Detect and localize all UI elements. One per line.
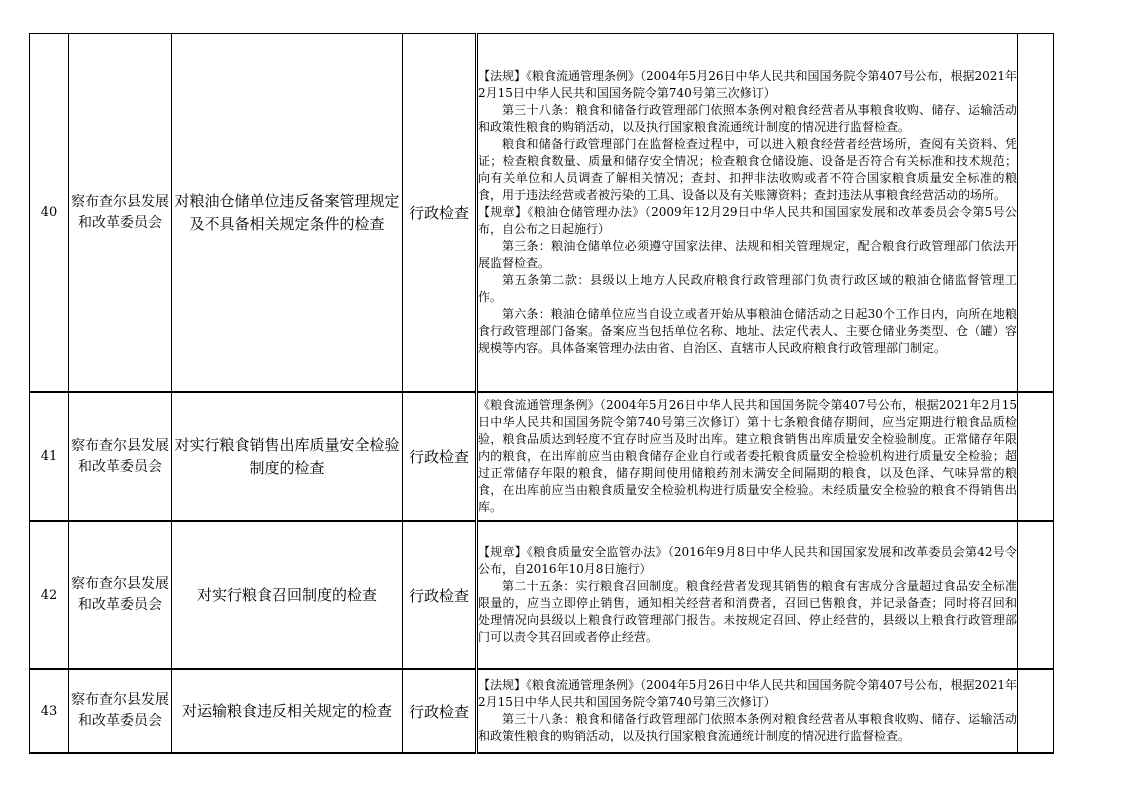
legal-basis-text [478, 393, 1017, 520]
table-row [30, 521, 1054, 669]
inspection-item: 对实行粮食召回制度的检查 [172, 521, 403, 669]
legal-basis [477, 669, 1018, 753]
table-row [30, 34, 1054, 393]
action-type: 行政检查 [403, 34, 477, 393]
action-type: 行政检查 [403, 521, 477, 669]
table-row [30, 669, 1054, 753]
action-type: 行政检查 [403, 392, 477, 521]
basis-paragraph: 第三条：粮油仓储单位必须遵守国家法律、法规和相关管理规定，配合粮食行政管理部门依法开展监督检查。 [478, 239, 1017, 270]
row-number: 42 [30, 521, 69, 669]
inspection-item: 对实行粮食销售出库质量安全检验制度的检查 [172, 392, 403, 521]
department-name: 察布查尔县发展和改革委员会 [69, 669, 172, 753]
row-number: 43 [30, 669, 69, 753]
legal-basis [477, 34, 1018, 393]
basis-paragraph: 粮食和储备行政管理部门在监督检查过程中，可以进入粮食经营者经营场所，查阅有关资料、凭证；检查粮食数量、质量和储存安全情况；检查粮食仓储设施、设备是否符合有关标准和技术规范；向有关单位和人员调查了解相关情况；查封、扣押非法收购或者不符合国家粮食质量安全标准的粮食，用于违法经营或者被污染的工具、设备以及有关账簿资料；查封违法从事粮食经营活动的场所。 [478, 137, 1017, 202]
legal-basis-text [478, 522, 1017, 668]
action-type: 行政检查 [403, 669, 477, 753]
basis-paragraph: 第五条第二款：县级以上地方人民政府粮食行政管理部门负责行政区域的粮油仓储监督管理工作。 [478, 273, 1017, 304]
basis-paragraph: 第三十八条：粮食和储备行政管理部门依照本条例对粮食经营者从事粮食收购、储存、运输活动和政策性粮食的购销活动，以及执行国家粮食流通统计制度的情况进行监督检查。 [478, 712, 1017, 743]
department-name: 察布查尔县发展和改革委员会 [69, 392, 172, 521]
basis-paragraph: 第六条：粮油仓储单位应当自设立或者开始从事粮油仓储活动之日起30个工作日内，向所在地粮食行政管理部门备案。备案应当包括单位名称、地址、法定代表人、主要仓储业务类型、仓（罐）容规模等内容。具体备案管理办法由省、自治区、直辖市人民政府粮食行政管理部门制定。 [478, 307, 1017, 355]
legal-basis-text [478, 34, 1017, 391]
department-name: 察布查尔县发展和改革委员会 [69, 34, 172, 393]
remarks-cell [1018, 521, 1054, 669]
basis-paragraph: 【法规】《粮食流通管理条例》（2004年5月26日中华人民共和国国务院令第407号公布，根据2021年2月15日中华人民共和国国务院令第740号第三次修订） [478, 678, 1017, 709]
remarks-cell [1018, 392, 1054, 521]
basis-paragraph: 【规章】《粮油仓储管理办法》（2009年12月29日中华人民共和国国家发展和改革委员会令第5号公布，自公布之日起施行） [478, 205, 1017, 236]
row-number: 40 [30, 34, 69, 393]
legal-basis [477, 521, 1018, 669]
legal-basis-text [478, 670, 1017, 752]
basis-paragraph: 【规章】《粮食质量安全监管办法》（2016年9月8日中华人民共和国国家发展和改革委员会第42号令公布，自2016年10月8日施行） [478, 545, 1017, 576]
inspection-table [29, 33, 1054, 754]
remarks-cell [1018, 669, 1054, 753]
inspection-item: 对粮油仓储单位违反备案管理规定及不具备相关规定条件的检查 [172, 34, 403, 393]
remarks-cell [1018, 34, 1054, 393]
department-name: 察布查尔县发展和改革委员会 [69, 521, 172, 669]
legal-basis [477, 392, 1018, 521]
basis-paragraph: 《粮食流通管理条例》（2004年5月26日中华人民共和国国务院令第407号公布，根据2021年2月15日中华人民共和国国务院令第740号第三次修订）第十七条粮食储存期间，应当定期进行粮食品质检验，粮食品质达到轻度不宜存时应当及时出库。建立粮食销售出库质量安全检验制度。正常储存年限内的粮食，在出库前应当由粮食储存企业自行或者委托粮食质量安全检验机构进行质量安全检验；超过正常储存年限的粮食，储存期间使用储粮药剂未满安全间隔期的粮食，以及色泽、气味异常的粮食，在出库前应当由粮食质量安全检验机构进行质量安全检验。未经质量安全检验的粮食不得销售出库。 [478, 398, 1017, 514]
table-row [30, 392, 1054, 521]
inspection-item: 对运输粮食违反相关规定的检查 [172, 669, 403, 753]
basis-paragraph: 【法规】《粮食流通管理条例》（2004年5月26日中华人民共和国国务院令第407号公布，根据2021年2月15日中华人民共和国国务院令第740号第三次修订） [478, 69, 1017, 100]
row-number: 41 [30, 392, 69, 521]
basis-paragraph: 第三十八条：粮食和储备行政管理部门依照本条例对粮食经营者从事粮食收购、储存、运输活动和政策性粮食的购销活动，以及执行国家粮食流通统计制度的情况进行监督检查。 [478, 103, 1017, 134]
basis-paragraph: 第二十五条：实行粮食召回制度。粮食经营者发现其销售的粮食有害成分含量超过食品安全标准限量的，应当立即停止销售，通知相关经营者和消费者，召回已售粮食，并记录备查；同时将召回和处理情况向县级以上粮食行政管理部门报告。未按规定召回、停止经营的，县级以上粮食行政管理部门可以责令其召回或者停止经营。 [478, 579, 1017, 644]
